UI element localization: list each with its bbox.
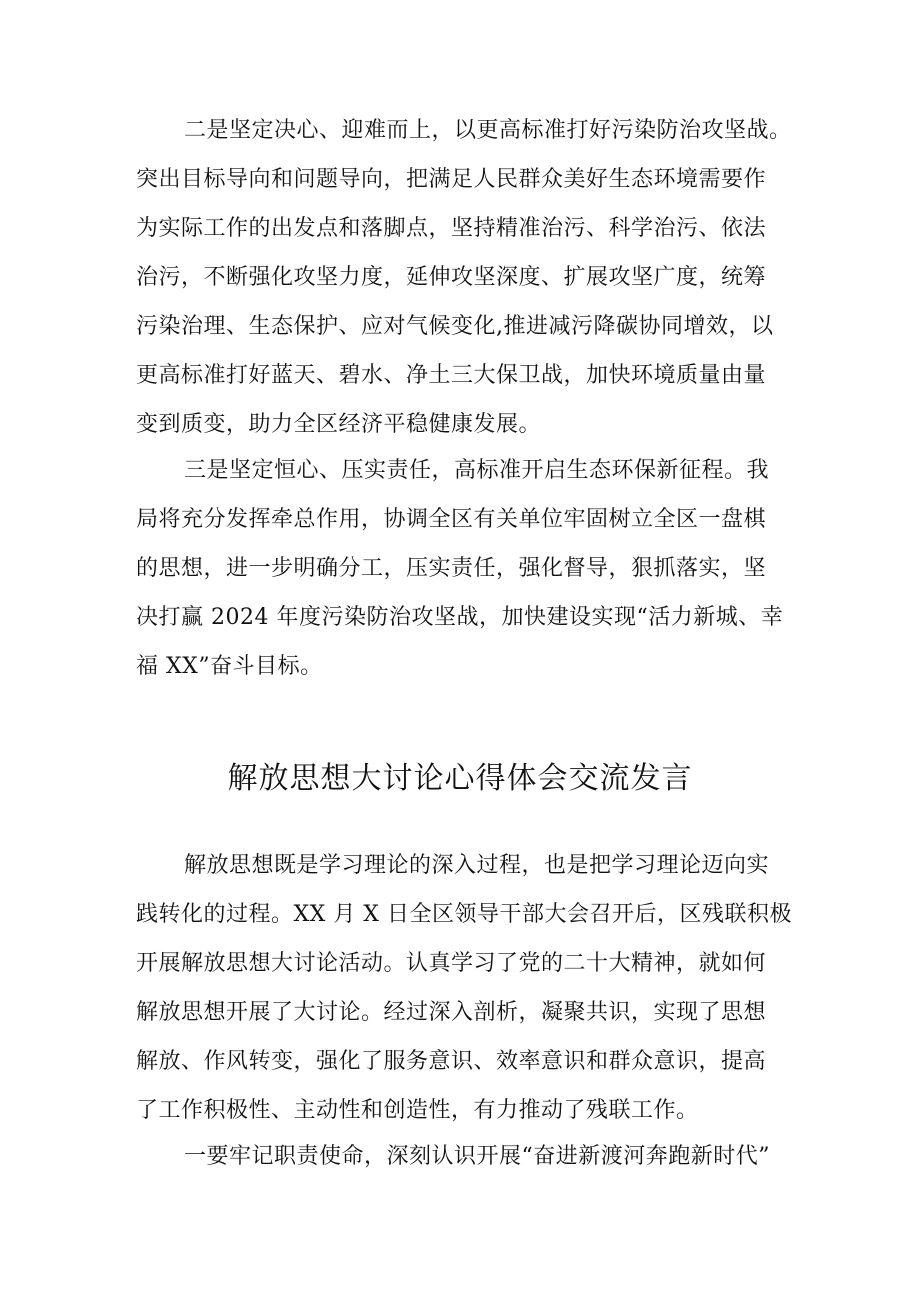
paragraph-line: 解放思想既是学习理论的深入过程，也是把学习理论迈向实 — [184, 853, 770, 878]
document-title: 解放思想大讨论心得体会交流发言 — [227, 761, 693, 796]
paragraph-line: 了工作积极性、主动性和创造性，有力推动了残联工作。 — [136, 1098, 699, 1123]
paragraph-line: 三是坚定恒心、压实责任，高标准开启生态环保新征程。我 — [184, 458, 770, 483]
paragraph-line: 为实际工作的出发点和落脚点，坚持精准治污、科学治污、依法 — [136, 216, 767, 241]
paragraph-line: 二是坚定决心、迎难而上，以更高标准打好污染防治攻坚战。 — [184, 118, 792, 143]
paragraph-line: 突出目标导向和问题导向，把满足人民群众美好生态环境需要作 — [136, 167, 767, 192]
paragraph-line: 开展解放思想大讨论活动。认真学习了党的二十大精神，就如何 — [136, 951, 767, 976]
paragraph-line: 治污，不断强化攻坚力度，延伸攻坚深度、扩展攻坚广度，统筹 — [136, 265, 767, 290]
paragraph-line: 决打赢 2024 年度污染防治攻坚战，加快建设实现“活力新城、幸 — [136, 605, 784, 630]
paragraph-line: 一要牢记职责使命，深刻认识开展“奋进新渡河奔跑新时代” — [184, 1144, 770, 1169]
paragraph-line: 局将充分发挥牵总作用，协调全区有关单位牢固树立全区一盘棋 — [136, 507, 767, 532]
paragraph-line: 福 XX”奋斗目标。 — [136, 654, 323, 679]
paragraph-line: 解放、作风转变，强化了服务意识、效率意识和群众意识，提高 — [136, 1049, 767, 1074]
paragraph-line: 践转化的过程。XX 月 X 日全区领导干部大会召开后，区残联积极 — [136, 902, 792, 927]
paragraph-line: 的思想，进一步明确分工，压实责任，强化督导，狠抓落实，坚 — [136, 556, 767, 581]
paragraph-line: 更高标准打好蓝天、碧水、净土三大保卫战，加快环境质量由量 — [136, 363, 767, 388]
paragraph-line: 解放思想开展了大讨论。经过深入剖析，凝聚共识，实现了思想 — [136, 1000, 767, 1025]
paragraph-line: 污染治理、生态保护、应对气候变化,推进减污降碳协同增效，以 — [136, 314, 774, 339]
paragraph-line: 变到质变，助力全区经济平稳健康发展。 — [136, 412, 542, 437]
